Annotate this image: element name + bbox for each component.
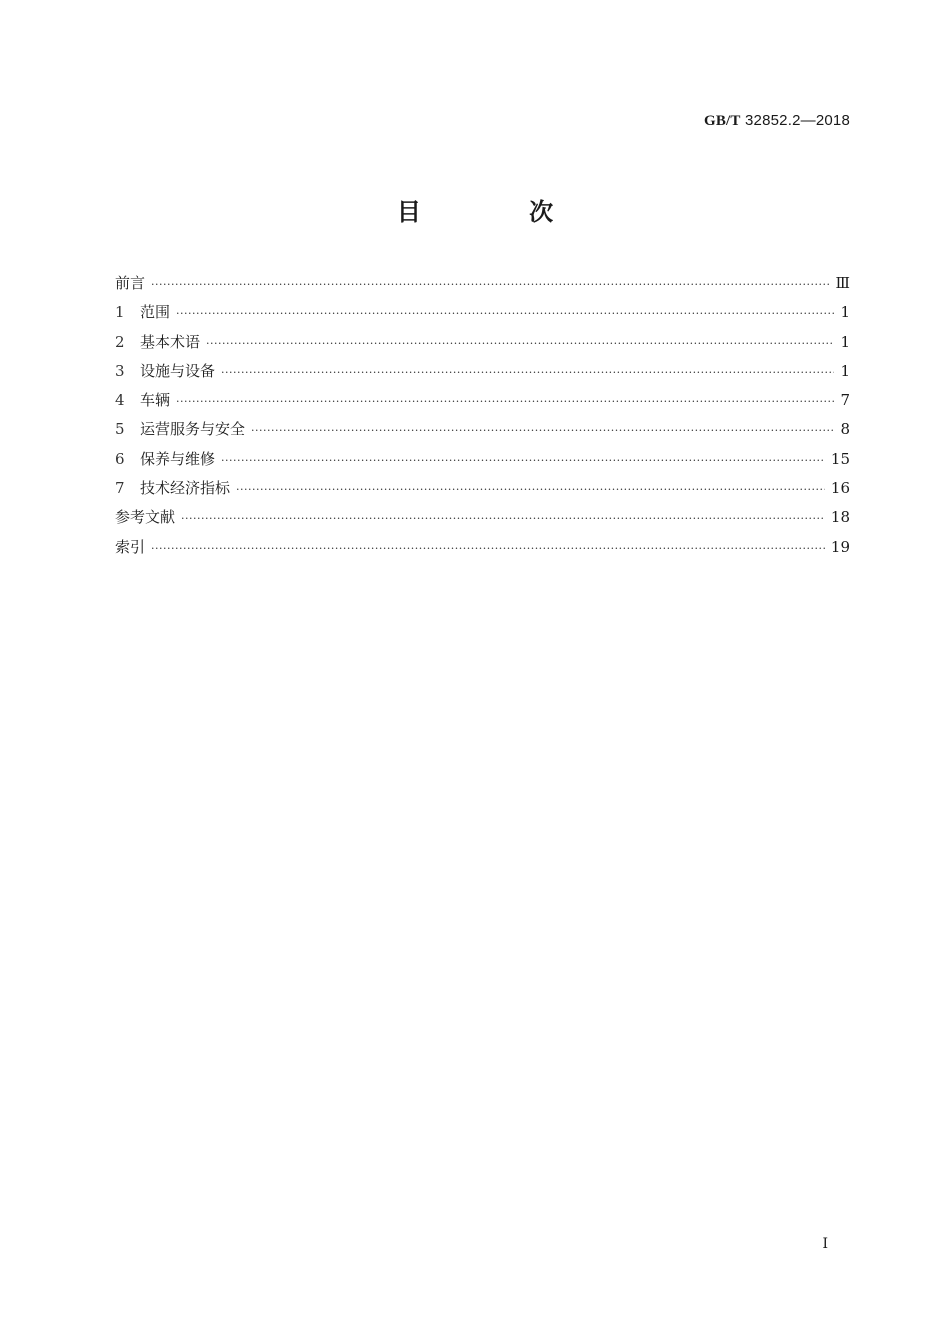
toc-entry-indicators[interactable] [115, 474, 850, 503]
toc-entry-page: 18 [830, 508, 850, 527]
toc-entry-facilities[interactable] [115, 357, 850, 386]
toc-entry-page: 16 [830, 479, 850, 498]
toc-entry-label: 设施与设备 [140, 361, 216, 380]
toc-entry-number: 7 [115, 479, 125, 498]
toc-entry-label: 前言 [115, 274, 146, 292]
toc-entry-label: 范围 [140, 303, 171, 322]
toc-entry-label: 技术经济指标 [140, 479, 231, 498]
toc-leader-dots [151, 270, 830, 299]
toc-entry-vehicles[interactable] [115, 386, 850, 415]
toc-entry-operations[interactable] [115, 415, 850, 444]
toc-entry-number: 3 [115, 361, 125, 380]
toc-leader-dots [236, 475, 825, 504]
toc-entry-page: 19 [830, 537, 850, 556]
toc-entry-label: 保养与维修 [140, 449, 216, 468]
toc-entry-label: 索引 [115, 537, 146, 556]
toc-entry-number: 2 [115, 332, 125, 351]
toc-entry-label: 基本术语 [140, 332, 201, 351]
toc-entry-label: 参考文献 [115, 508, 176, 527]
toc-entry-page: 8 [840, 420, 850, 439]
toc-entry-page: Ⅲ [835, 274, 850, 292]
toc-leader-dots [206, 329, 834, 358]
toc-entry-label: 车辆 [140, 391, 171, 410]
toc-entry-number: 5 [115, 420, 125, 439]
page-number: I [822, 1236, 828, 1252]
toc-entry-number: 6 [115, 449, 125, 468]
toc-leader-dots [221, 358, 834, 387]
toc-entry-maintenance[interactable] [115, 445, 850, 474]
standard-prefix: GB/T [703, 113, 741, 129]
standard-number: 32852.2—2018 [745, 112, 850, 129]
toc-entry-page: 1 [840, 332, 850, 351]
toc-entry-foreword[interactable] [115, 269, 850, 298]
toc-leader-dots [251, 416, 834, 445]
toc-leader-dots [221, 446, 825, 475]
toc-leader-dots [181, 504, 825, 533]
toc-entry-page: 1 [840, 303, 850, 322]
toc-entry-label: 运营服务与安全 [140, 420, 246, 439]
toc-leader-dots [151, 534, 825, 563]
toc-entry-number: 4 [115, 391, 125, 410]
toc-entry-number: 1 [115, 303, 125, 322]
page-title: 目 次 [396, 198, 604, 226]
toc-entry-scope[interactable] [115, 298, 850, 327]
table-of-contents [115, 269, 850, 562]
toc-entry-index[interactable] [115, 533, 850, 562]
toc-entry-page: 7 [840, 391, 850, 410]
toc-entry-page: 1 [840, 361, 850, 380]
toc-entry-basic-terms[interactable] [115, 328, 850, 357]
toc-leader-dots [176, 299, 834, 328]
toc-entry-references[interactable] [115, 503, 850, 532]
toc-entry-page: 15 [830, 449, 850, 468]
document-code [704, 112, 850, 130]
toc-leader-dots [176, 387, 834, 416]
